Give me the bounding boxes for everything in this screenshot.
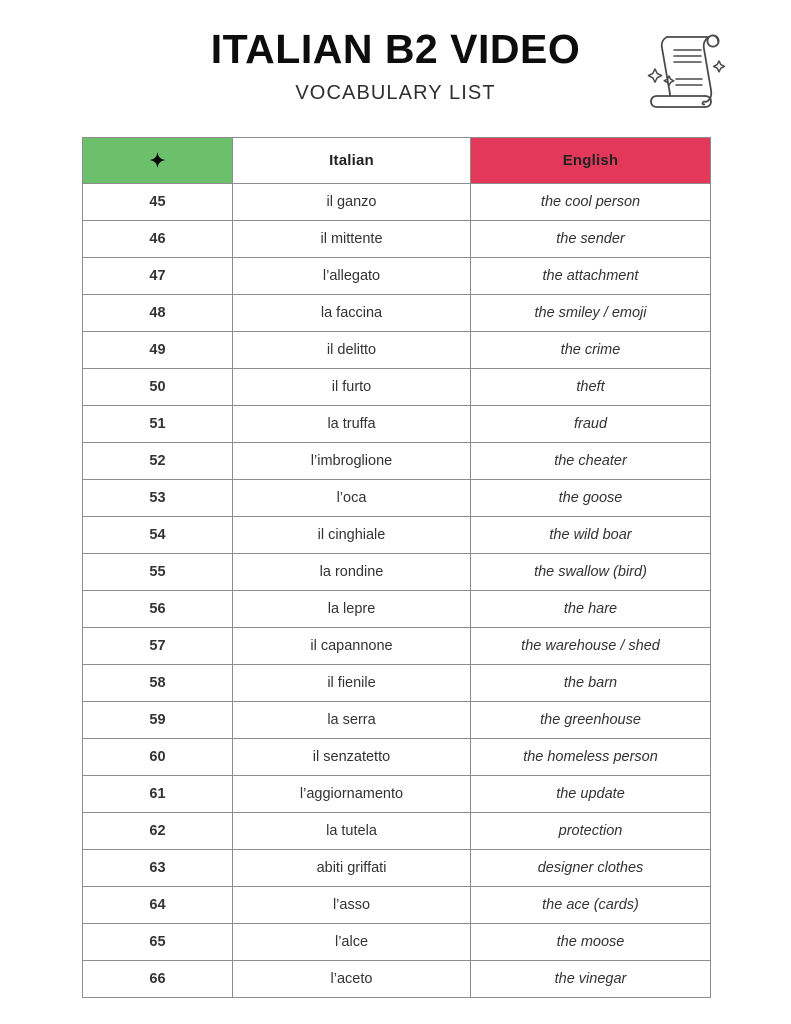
cell-italian: il senzatetto — [233, 739, 471, 776]
cell-english: the ace (cards) — [471, 887, 711, 924]
table-row — [83, 517, 711, 554]
cell-number: 49 — [83, 332, 233, 369]
table-row — [83, 887, 711, 924]
table-row — [83, 702, 711, 739]
table-header — [83, 138, 711, 184]
page-title: ITALIAN B2 VIDEO — [210, 26, 581, 72]
cell-number: 53 — [83, 480, 233, 517]
sparkle-star-icon: ✦ — [149, 151, 166, 172]
cell-number: 65 — [83, 924, 233, 961]
cell-number: 56 — [83, 591, 233, 628]
cell-number: 54 — [83, 517, 233, 554]
cell-number: 59 — [83, 702, 233, 739]
cell-english: the sender — [471, 221, 711, 258]
cell-english: the goose — [471, 480, 711, 517]
table-row — [83, 184, 711, 221]
cell-english: the attachment — [471, 258, 711, 295]
vocabulary-table-wrap — [82, 137, 710, 998]
cell-english: the warehouse / shed — [471, 628, 711, 665]
table-row — [83, 480, 711, 517]
cell-italian: l’allegato — [233, 258, 471, 295]
cell-italian: abiti griffati — [233, 850, 471, 887]
cell-number: 52 — [83, 443, 233, 480]
cell-number: 51 — [83, 406, 233, 443]
cell-english: the homeless person — [471, 739, 711, 776]
table-row — [83, 961, 711, 998]
cell-italian: l’asso — [233, 887, 471, 924]
table-header-row — [83, 138, 711, 184]
cell-number: 55 — [83, 554, 233, 591]
table-row — [83, 369, 711, 406]
cell-english: the greenhouse — [471, 702, 711, 739]
cell-italian: la truffa — [233, 406, 471, 443]
cell-english: the vinegar — [471, 961, 711, 998]
cell-number: 50 — [83, 369, 233, 406]
table-row — [83, 739, 711, 776]
table-row — [83, 221, 711, 258]
cell-english: the smiley / emoji — [471, 295, 711, 332]
cell-italian: l’alce — [233, 924, 471, 961]
table-row — [83, 628, 711, 665]
cell-english: theft — [471, 369, 711, 406]
table-row — [83, 665, 711, 702]
vocabulary-table — [82, 137, 711, 998]
scroll-icon — [643, 22, 729, 114]
page-header — [0, 0, 791, 118]
cell-english: fraud — [471, 406, 711, 443]
cell-italian: la lepre — [233, 591, 471, 628]
cell-english: the swallow (bird) — [471, 554, 711, 591]
cell-italian: la tutela — [233, 813, 471, 850]
cell-english: protection — [471, 813, 711, 850]
table-row — [83, 924, 711, 961]
cell-number: 45 — [83, 184, 233, 221]
cell-number: 64 — [83, 887, 233, 924]
cell-english: the hare — [471, 591, 711, 628]
cell-italian: l’imbroglione — [233, 443, 471, 480]
cell-italian: il cinghiale — [233, 517, 471, 554]
table-row — [83, 850, 711, 887]
cell-number: 66 — [83, 961, 233, 998]
cell-english: the cheater — [471, 443, 711, 480]
cell-english: the crime — [471, 332, 711, 369]
table-body — [83, 184, 711, 998]
column-header-italian: Italian — [233, 138, 471, 184]
cell-italian: il ganzo — [233, 184, 471, 221]
cell-number: 63 — [83, 850, 233, 887]
table-row — [83, 332, 711, 369]
cell-italian: l’oca — [233, 480, 471, 517]
table-row — [83, 813, 711, 850]
cell-italian: la rondine — [233, 554, 471, 591]
cell-number: 47 — [83, 258, 233, 295]
cell-italian: l’aggiornamento — [233, 776, 471, 813]
cell-italian: il furto — [233, 369, 471, 406]
column-header-number — [83, 138, 233, 184]
cell-english: the wild boar — [471, 517, 711, 554]
cell-number: 46 — [83, 221, 233, 258]
table-row — [83, 443, 711, 480]
cell-italian: la faccina — [233, 295, 471, 332]
cell-english: the update — [471, 776, 711, 813]
cell-number: 58 — [83, 665, 233, 702]
cell-english: the barn — [471, 665, 711, 702]
cell-number: 61 — [83, 776, 233, 813]
table-row — [83, 406, 711, 443]
cell-italian: l’aceto — [233, 961, 471, 998]
cell-italian: il delitto — [233, 332, 471, 369]
cell-number: 60 — [83, 739, 233, 776]
cell-number: 48 — [83, 295, 233, 332]
cell-english: the cool person — [471, 184, 711, 221]
table-row — [83, 591, 711, 628]
cell-italian: il mittente — [233, 221, 471, 258]
cell-english: designer clothes — [471, 850, 711, 887]
cell-number: 62 — [83, 813, 233, 850]
column-header-english: English — [471, 138, 711, 184]
cell-number: 57 — [83, 628, 233, 665]
cell-italian: la serra — [233, 702, 471, 739]
page-subtitle: VOCABULARY LIST — [295, 82, 496, 105]
table-row — [83, 554, 711, 591]
cell-italian: il fienile — [233, 665, 471, 702]
cell-english: the moose — [471, 924, 711, 961]
table-row — [83, 295, 711, 332]
table-row — [83, 258, 711, 295]
cell-italian: il capannone — [233, 628, 471, 665]
table-row — [83, 776, 711, 813]
